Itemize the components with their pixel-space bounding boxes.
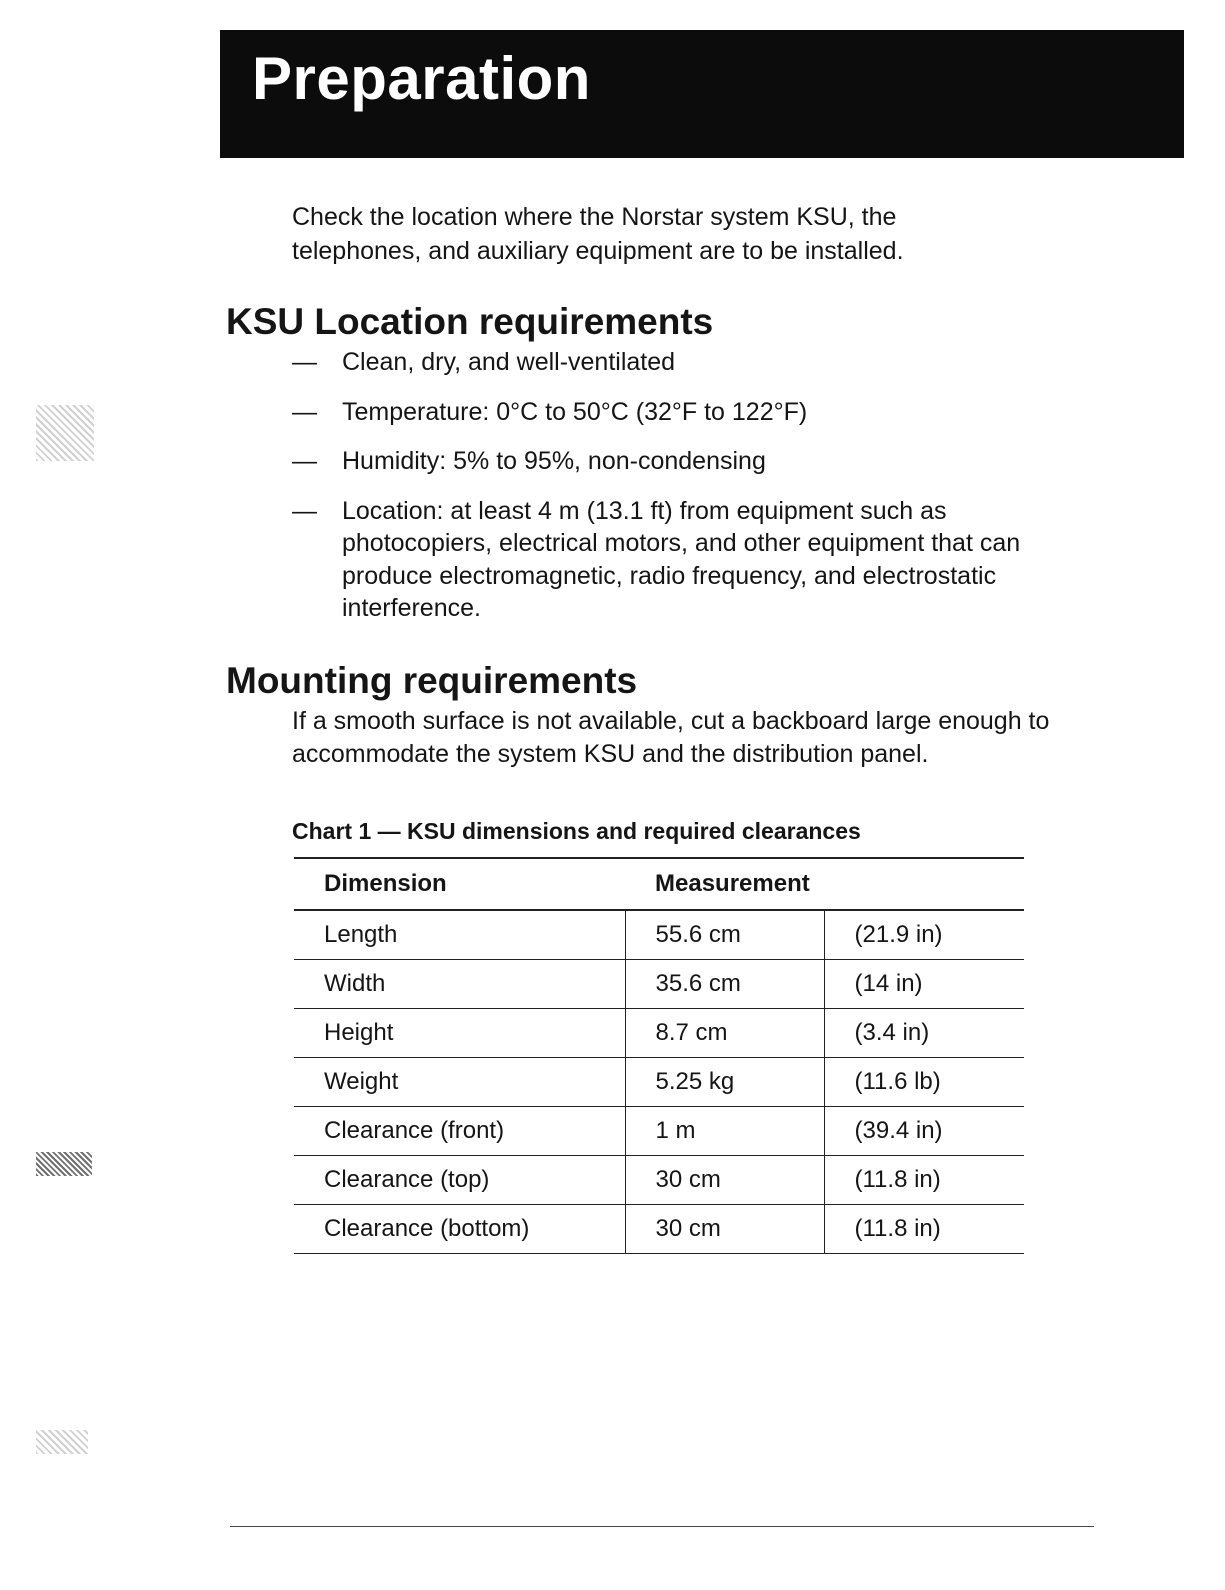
cell-metric: 35.6 cm (625, 960, 824, 1009)
table-row (294, 960, 1024, 1009)
ksu-location-heading: KSU Location requirements (226, 301, 714, 342)
dash-bullet: — (292, 348, 317, 376)
list-item (292, 445, 1052, 478)
header-measurement: Measurement (625, 858, 1024, 910)
cell-metric: 55.6 cm (625, 910, 824, 960)
cell-dimension: Clearance (front) (294, 1107, 625, 1156)
dash-bullet: — (292, 447, 317, 475)
mounting-heading: Mounting requirements (226, 660, 638, 701)
scan-artifact (36, 1152, 92, 1176)
cell-imperial: (39.4 in) (824, 1107, 1024, 1156)
footer-rule (230, 1526, 1094, 1527)
dimensions-table (294, 857, 1024, 1254)
cell-dimension: Width (294, 960, 625, 1009)
chart-caption: Chart 1 — KSU dimensions and required clearances (292, 818, 861, 844)
table-header-row (294, 858, 1024, 910)
table-row (294, 1009, 1024, 1058)
cell-metric: 30 cm (625, 1156, 824, 1205)
cell-dimension: Clearance (bottom) (294, 1205, 625, 1254)
cell-metric: 8.7 cm (625, 1009, 824, 1058)
cell-imperial: (11.8 in) (824, 1205, 1024, 1254)
cell-metric: 1 m (625, 1107, 824, 1156)
list-item (292, 495, 1052, 625)
intro-paragraph: Check the location where the Norstar system KSU, the telephones, and auxiliary equipment are to be installed. (292, 203, 904, 265)
cell-imperial: (3.4 in) (824, 1009, 1024, 1058)
list-item (292, 396, 1052, 429)
cell-imperial: (11.8 in) (824, 1156, 1024, 1205)
cell-dimension: Weight (294, 1058, 625, 1107)
cell-imperial: (21.9 in) (824, 910, 1024, 960)
scan-artifact (36, 405, 94, 461)
table-row (294, 1107, 1024, 1156)
ksu-requirements-list (292, 346, 1052, 642)
list-item-text: Humidity: 5% to 95%, non-condensing (342, 447, 766, 475)
table-row (294, 1156, 1024, 1205)
list-item-text: Clean, dry, and well-ventilated (342, 348, 676, 376)
page-title: Preparation (252, 45, 591, 112)
dash-bullet: — (292, 397, 317, 426)
list-item-text: Temperature: 0°C to 50°C (32°F to 122°F) (342, 397, 808, 426)
mounting-paragraph: If a smooth surface is not available, cut a backboard large enough to accommodate the system KSU and the distribution panel. (292, 707, 1050, 768)
cell-dimension: Length (294, 910, 625, 960)
table-row (294, 1058, 1024, 1107)
cell-metric: 5.25 kg (625, 1058, 824, 1107)
cell-metric: 30 cm (625, 1205, 824, 1254)
list-item (292, 346, 1052, 379)
dash-bullet: — (292, 496, 317, 525)
table-row (294, 1205, 1024, 1254)
cell-dimension: Height (294, 1009, 625, 1058)
cell-dimension: Clearance (top) (294, 1156, 625, 1205)
cell-imperial: (11.6 lb) (824, 1058, 1024, 1107)
header-dimension: Dimension (294, 858, 625, 910)
list-item-text: Location: at least 4 m (13.1 ft) from equipment such as photocopiers, electrical motors, and other equipment that can produce electromagnetic, radio frequency, and electrostatic interference. (342, 496, 1021, 622)
cell-imperial: (14 in) (824, 960, 1024, 1009)
scan-artifact (36, 1430, 88, 1454)
table-row (294, 910, 1024, 960)
title-banner (220, 30, 1184, 158)
